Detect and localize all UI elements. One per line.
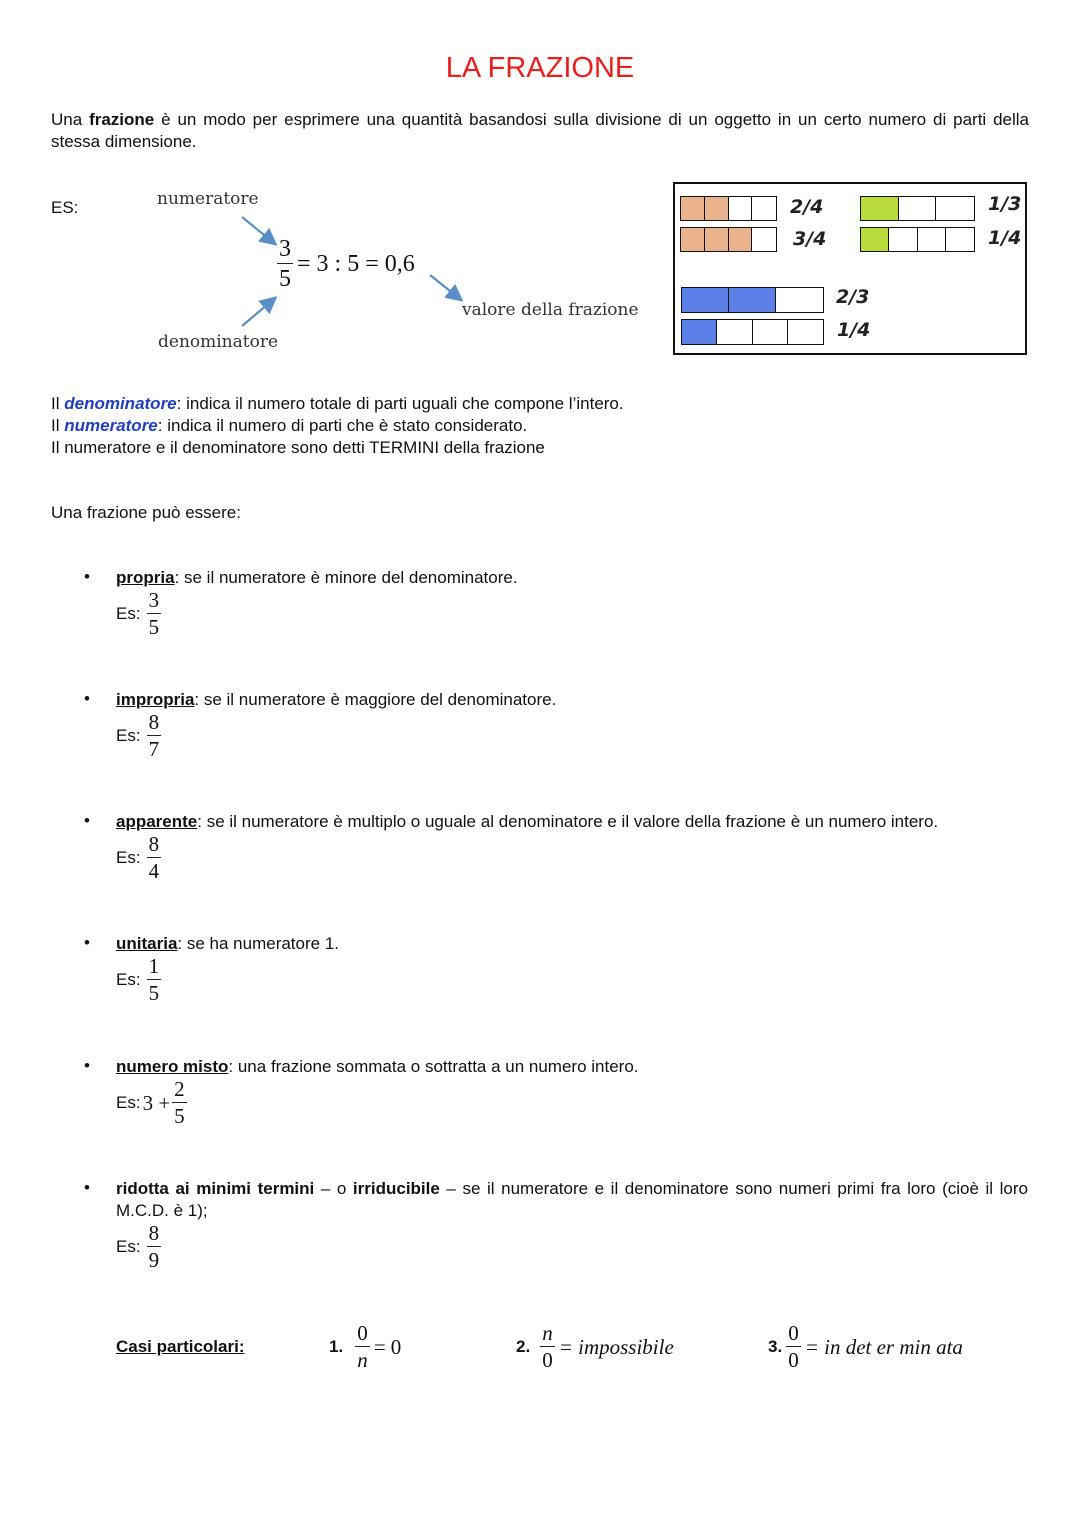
special-case-2: 2. $\frac{n}{0}$ = impossibile: [516, 1321, 674, 1373]
type-desc: : se il numeratore è minore del denominatore.: [174, 568, 518, 587]
type-desc: : una frazione sommata o sottratta a un numero intero.: [228, 1057, 639, 1076]
es-label: ES:: [51, 198, 79, 217]
bullet: •: [84, 567, 90, 586]
denominator-arrow: [242, 299, 274, 326]
special-case-3: 3. $\frac{0}{0}$ = in det er min ata: [768, 1321, 963, 1373]
bar-label: 3/4: [793, 228, 827, 250]
type-title: unitaria: [116, 934, 178, 953]
bar-label: 2/3: [836, 286, 870, 308]
bar-label: 1/4: [837, 319, 871, 341]
type-title: numero misto: [116, 1057, 229, 1076]
reduced-example: Es: $\frac{8}{9}$: [116, 1221, 160, 1273]
def-numerator: Il numeratore: indica il numero di parti che è stato considerato.: [51, 416, 528, 435]
type-example: Es: 3 + $\frac{2}{5}$: [116, 1077, 185, 1129]
type-desc: : se il numeratore è multiplo o uguale al denominatore e il valore della frazione è un numero intero.: [197, 812, 939, 831]
denominator-label: denominatore: [158, 332, 279, 352]
intro-paragraph: Una frazione è un modo per esprimere una quantità basandosi sulla divisione di un oggetto in un certo numero di parti della stessa dimensione.: [51, 110, 1029, 151]
type-item: [116, 567, 518, 589]
type-title: apparente: [116, 812, 198, 831]
intro-bold-term: frazione: [89, 110, 155, 129]
bullet: •: [84, 1056, 90, 1075]
type-example: Es: $\frac{8}{4}$: [116, 832, 160, 884]
definitions: [51, 393, 951, 459]
type-title: impropria: [116, 690, 195, 709]
bullet: •: [84, 1178, 90, 1197]
type-example: Es: $\frac{3}{5}$: [116, 588, 160, 640]
bullet: •: [84, 811, 90, 830]
type-example: Es: $\frac{8}{7}$: [116, 710, 160, 762]
value-label: valore della frazione: [462, 300, 639, 320]
def-denominator: Il denominatore: indica il numero totale di parti uguali che compone l’intero.: [51, 394, 624, 413]
page-title: LA FRAZIONE: [445, 52, 635, 84]
special-case-1: 1. $\frac{0}{n}$ = 0: [329, 1321, 402, 1373]
special-cases-title: Casi particolari:: [116, 1337, 245, 1356]
bullet: •: [84, 689, 90, 708]
type-item: [116, 689, 556, 711]
numerator-label: numeratore: [157, 189, 259, 209]
reduced-desc: ridotta ai minimi termini – o irriducibile – se il numeratore e il denominatore sono numeri primi fra loro (cioè il loro M.C.D. è 1);: [116, 1179, 1028, 1220]
def-terms: Il numeratore e il denominatore sono detti TERMINI della frazione: [51, 438, 545, 457]
fraction-bars-box: [673, 182, 1027, 355]
type-item: [116, 1056, 639, 1078]
type-item: [116, 933, 339, 955]
type-desc: : se il numeratore è maggiore del denominatore.: [194, 690, 557, 709]
bar-label: 1/3: [988, 193, 1022, 215]
type-desc: : se ha numeratore 1.: [177, 934, 339, 953]
example-equation: = 3 : 5 = 0,6: [297, 250, 415, 277]
bullet: •: [84, 933, 90, 952]
type-title: propria: [116, 568, 175, 587]
types-intro: Una frazione può essere:: [51, 503, 241, 522]
example-fraction: $\frac{3}{5}$ = 3 : 5 = 0,6: [279, 236, 415, 293]
type-item: [116, 811, 938, 833]
value-arrow: [430, 275, 460, 299]
type-example: Es: $\frac{1}{5}$: [116, 954, 160, 1006]
bar-label: 2/4: [790, 196, 824, 218]
bar-label: 1/4: [988, 227, 1022, 249]
numerator-arrow: [242, 217, 274, 243]
